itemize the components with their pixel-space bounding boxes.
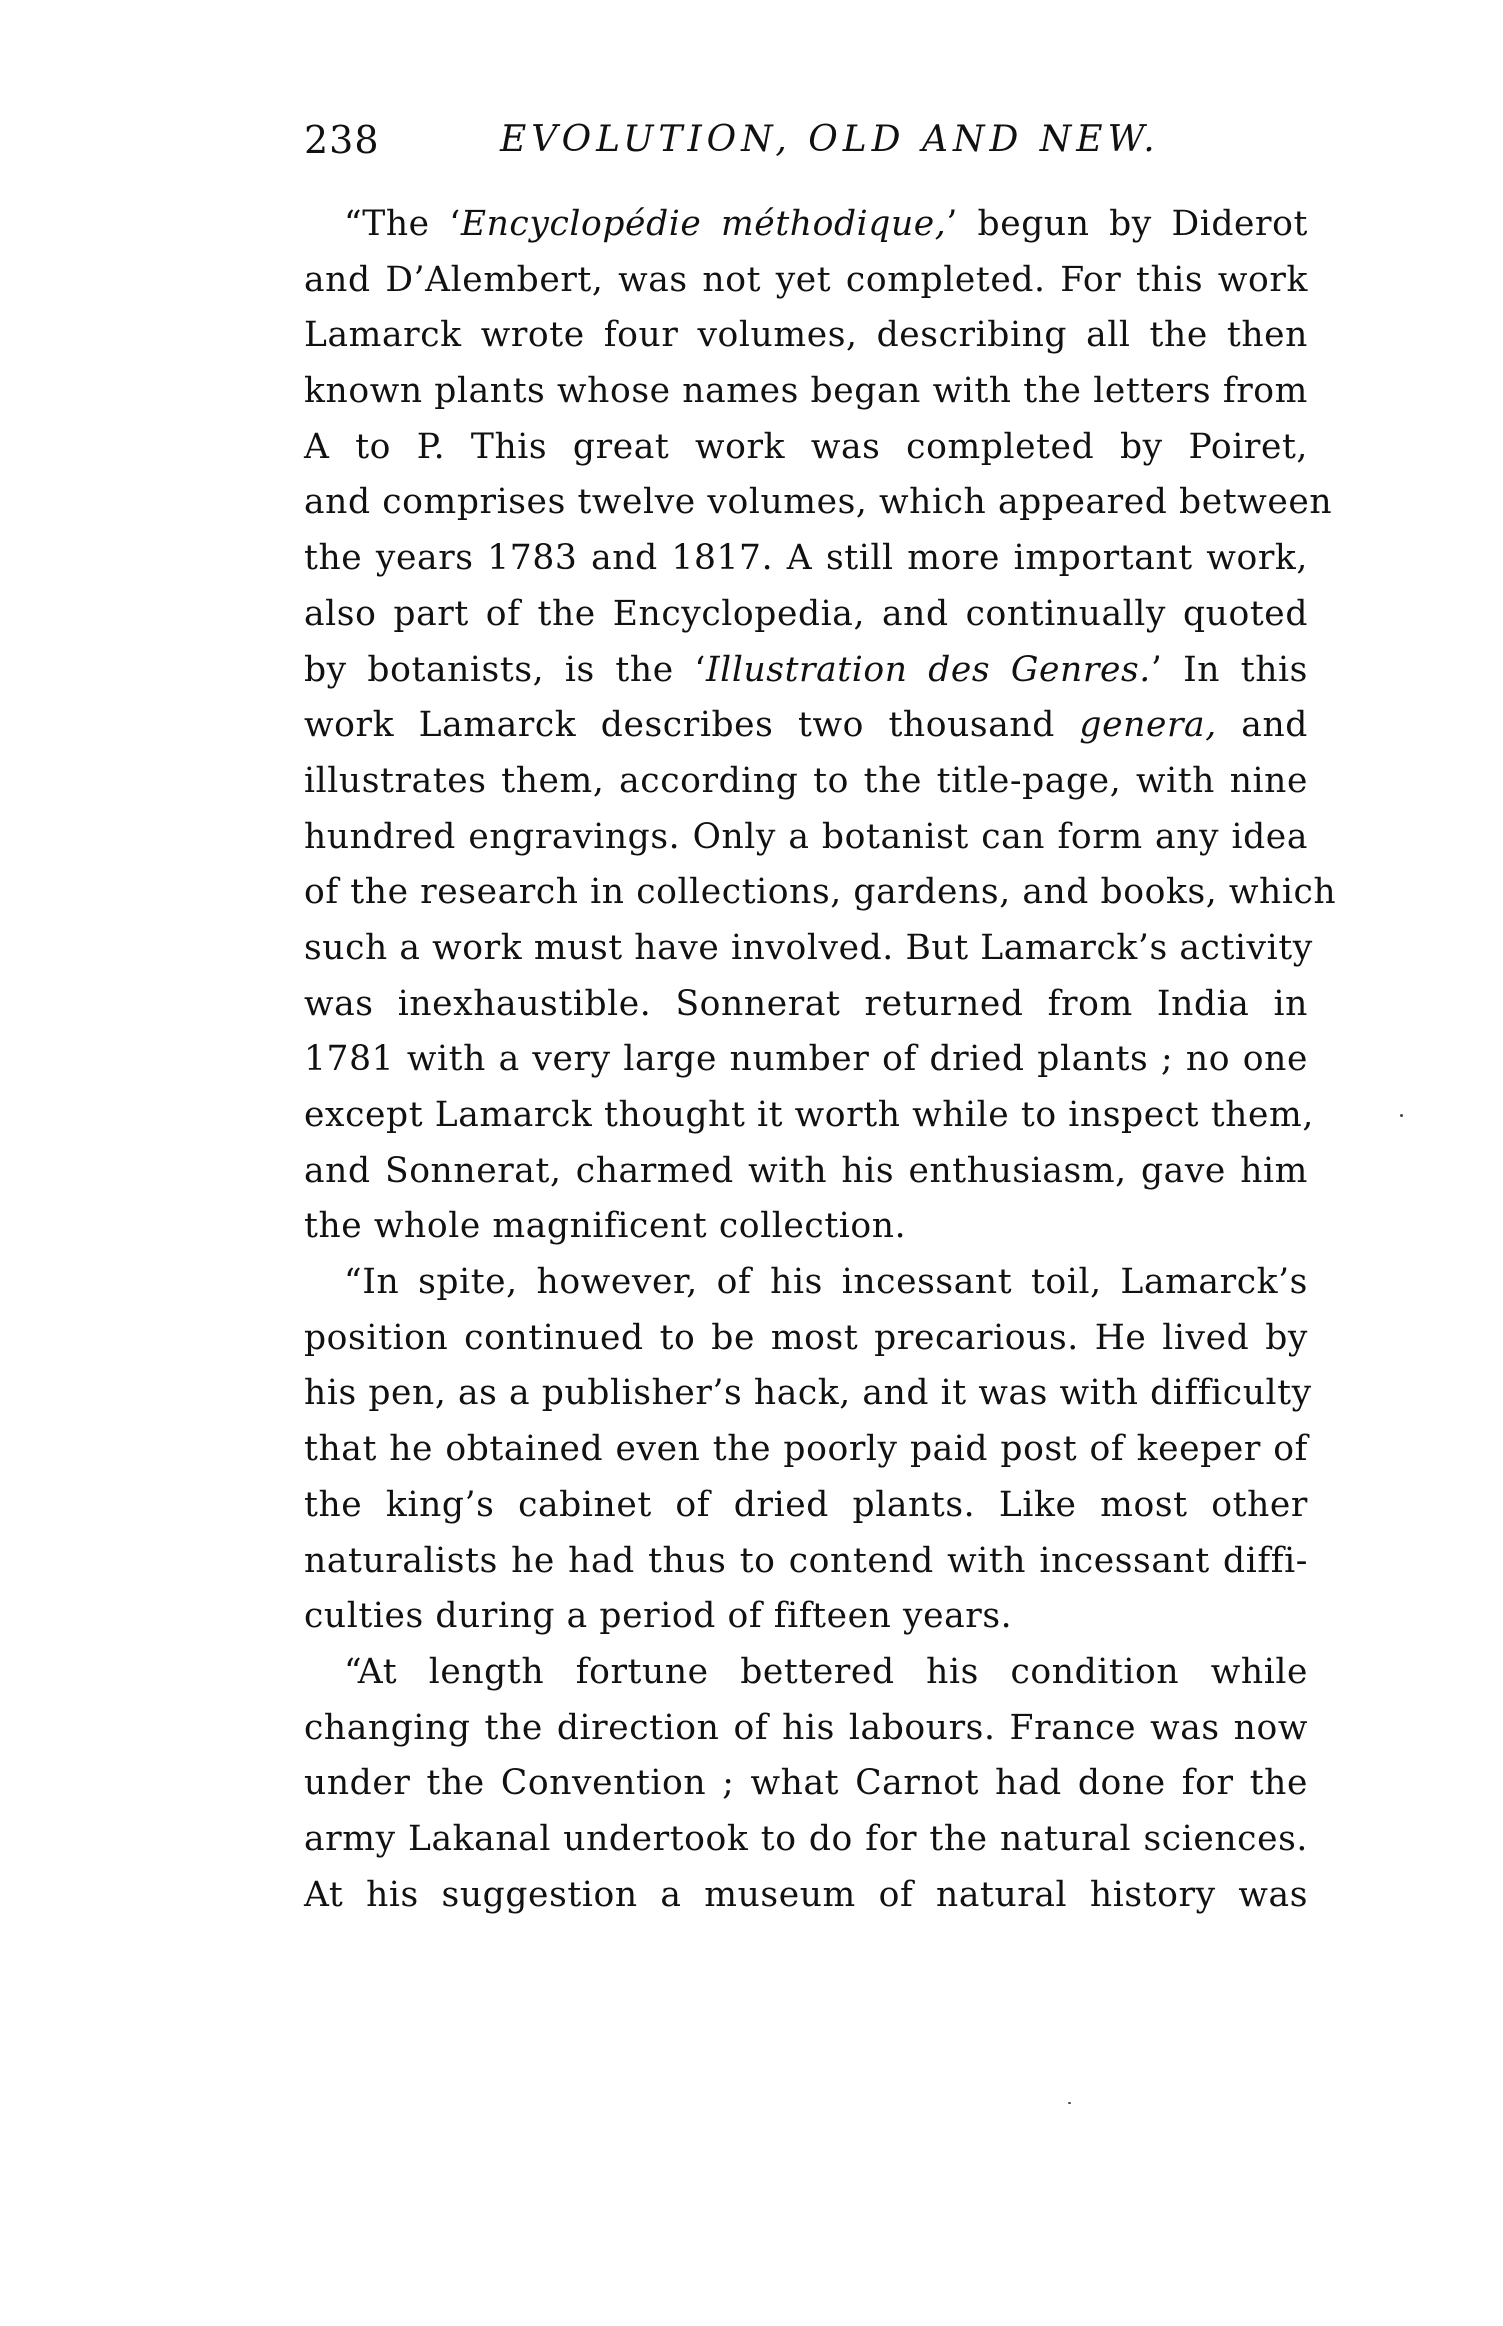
text-line: his pen, as a publisher’s hack, and it was with difficulty xyxy=(304,1373,1312,1414)
text-line: the years 1783 and 1817. A still more important work, xyxy=(304,538,1308,579)
text-line: culties during a period of fifteen years. xyxy=(304,1596,1013,1637)
text-line: “In spite, however, of his incessant toil, Lamarck’s xyxy=(344,1262,1308,1303)
italic-text: genera, xyxy=(1079,705,1217,746)
text-line: naturalists he had thus to contend with incessant diffi- xyxy=(304,1540,1308,1581)
body-text xyxy=(304,197,1337,1923)
text-line: illustrates them, according to the title-page, with nine xyxy=(304,760,1308,801)
text-line: by botanists, is the ‘Illustration des Genres.’ In this xyxy=(304,649,1308,690)
scan-speck xyxy=(1400,1114,1403,1117)
text-line: the king’s cabinet of dried plants. Like most other xyxy=(304,1484,1308,1525)
text-line: “The ‘Encyclopédie méthodique,’ begun by Diderot xyxy=(344,204,1308,244)
text-line: position continued to be most precarious. He lived by xyxy=(304,1317,1308,1358)
running-title: EVOLUTION, OLD AND NEW. xyxy=(500,119,1160,160)
italic-text: Encyclopédie méthodique, xyxy=(460,204,947,244)
text-line: Lamarck wrote four volumes, describing all the then xyxy=(304,315,1308,356)
text-line: changing the direction of his labours. France was now xyxy=(304,1707,1308,1748)
text-line: known plants whose names began with the letters from xyxy=(304,371,1308,412)
text-line: the whole magnificent collection. xyxy=(304,1206,907,1247)
text-line: hundred engravings. Only a botanist can form any idea xyxy=(304,816,1308,857)
text-line: except Lamarck thought it worth while to inspect them, xyxy=(304,1095,1314,1135)
text-line: such a work must have involved. But Lamarck’s activity xyxy=(304,927,1313,968)
text-line: work Lamarck describes two thousand genera, and xyxy=(304,705,1308,746)
text-line: A to P. This great work was completed by Poiret, xyxy=(304,426,1308,467)
text-line: that he obtained even the poorly paid post of keeper of xyxy=(304,1429,1308,1470)
text-line: also part of the Encyclopedia, and continually quoted xyxy=(304,593,1308,634)
page-number: 238 xyxy=(304,118,380,162)
text-line: 1781 with a very large number of dried plants ; no one xyxy=(304,1039,1308,1080)
text-line: and Sonnerat, charmed with his enthusiasm, gave him xyxy=(304,1150,1308,1191)
text-line: of the research in collections, gardens, and books, which xyxy=(304,872,1337,913)
scan-speck xyxy=(1068,2102,1071,2104)
text-line: was inexhaustible. Sonnerat returned from India in xyxy=(304,983,1308,1024)
text-line: and D’Alembert, was not yet completed. For this work xyxy=(304,259,1308,300)
running-head xyxy=(304,112,1308,168)
text-line: At his suggestion a museum of natural history was xyxy=(304,1874,1308,1915)
text-line: army Lakanal undertook to do for the natural sciences. xyxy=(304,1818,1308,1859)
italic-text: Illustration des Genres. xyxy=(705,649,1151,690)
text-line: and comprises twelve volumes, which appeared between xyxy=(304,482,1333,523)
text-line: under the Convention ; what Carnot had done for the xyxy=(304,1763,1308,1804)
text-line: “At length fortune bettered his condition while xyxy=(344,1651,1308,1692)
